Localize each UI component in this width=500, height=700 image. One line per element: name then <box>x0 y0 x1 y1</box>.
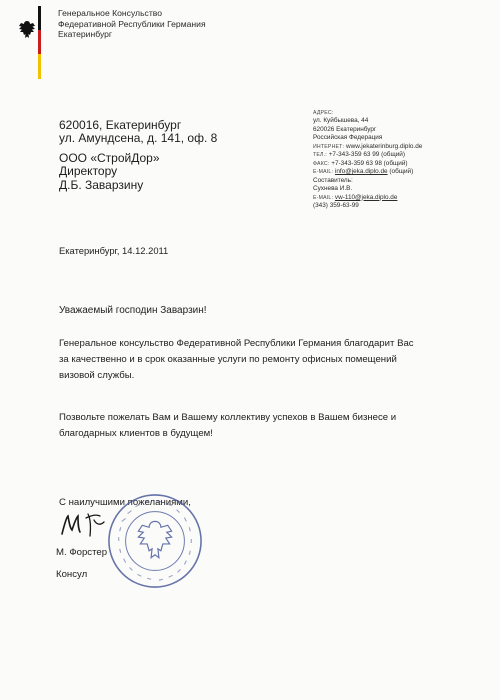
sender-contact-block <box>313 109 422 210</box>
letterhead-line1: Генеральное Консульство <box>58 8 163 18</box>
fax-value: +7-343-359 63 98 (общий) <box>331 159 408 167</box>
paragraph-thanks <box>59 336 414 383</box>
tel-label: ТЕЛ.: <box>313 152 327 159</box>
paragraph-line: благодарных клиентов в будущем! <box>59 428 213 440</box>
email2-label: E-MAIL: <box>313 194 334 201</box>
letterhead-line3: Екатеринбург <box>58 29 113 39</box>
handwritten-signature <box>60 508 108 540</box>
german-flag-stripe <box>38 6 41 79</box>
paragraph-wishes <box>59 410 396 443</box>
phone2-value: (343) 359-63-99 <box>313 201 359 209</box>
paragraph-line: Генеральное консульство Федеративной Республики Германия благодарит Вас <box>59 338 414 349</box>
signatory-title: Консул <box>56 569 88 580</box>
letter-date: Екатеринбург, 14.12.2011 <box>59 245 169 256</box>
website-link[interactable]: www.jekaterinburg.diplo.de <box>345 142 423 150</box>
paragraph-line: визовой службы. <box>59 369 135 381</box>
recipient-address <box>59 119 217 146</box>
paragraph-line: за качественно и в срок оказанные услуги по ремонту офисных помещений <box>59 353 397 365</box>
sender-city: 620026 Екатеринбург <box>313 125 377 133</box>
recipient-company: ООО «СтройДор» <box>59 151 160 165</box>
federal-eagle-icon <box>18 20 36 40</box>
salutation: Уважаемый господин Заварзин! <box>59 305 207 316</box>
recipient-street: ул. Амундсена, д. 141, оф. 8 <box>59 131 218 146</box>
recipient-city: 620016, Екатеринбург <box>59 118 182 132</box>
compiler-label: Составитель: <box>313 176 353 184</box>
recipient-position: Директору <box>59 164 118 179</box>
internet-label: ИНТЕРНЕТ: <box>313 143 345 150</box>
paragraph-line: Позвольте пожелать Вам и Вашему коллективу успехов в Вашем бизнесе и <box>59 412 397 423</box>
sender-country: Российская Федерация <box>313 134 383 142</box>
compiler-name: Сухнева И.В. <box>313 185 353 193</box>
closing-phrase: С наилучшими пожеланиями, <box>59 497 191 508</box>
sender-street: ул. Куйбышева, 44 <box>313 117 369 125</box>
address-label: АДРЕС: <box>313 110 334 116</box>
signatory-name: М. Форстер <box>56 547 108 558</box>
email-note: (общий) <box>387 168 414 176</box>
email2-link[interactable]: vw-110@jeka.diplo.de <box>334 193 398 201</box>
letterhead-line2: Федеративной Республики Германия <box>58 18 206 29</box>
fax-label: ФАКС: <box>313 160 330 167</box>
consulate-seal <box>106 492 204 590</box>
recipient-person <box>59 152 160 192</box>
tel-value: +7-343-359 63 99 (общий) <box>328 151 405 159</box>
letterhead <box>58 8 206 40</box>
recipient-name: Д.Б. Заварзину <box>59 177 144 192</box>
email-label: E-MAIL: <box>313 169 334 176</box>
email-link[interactable]: info@jeka.diplo.de <box>334 168 388 176</box>
